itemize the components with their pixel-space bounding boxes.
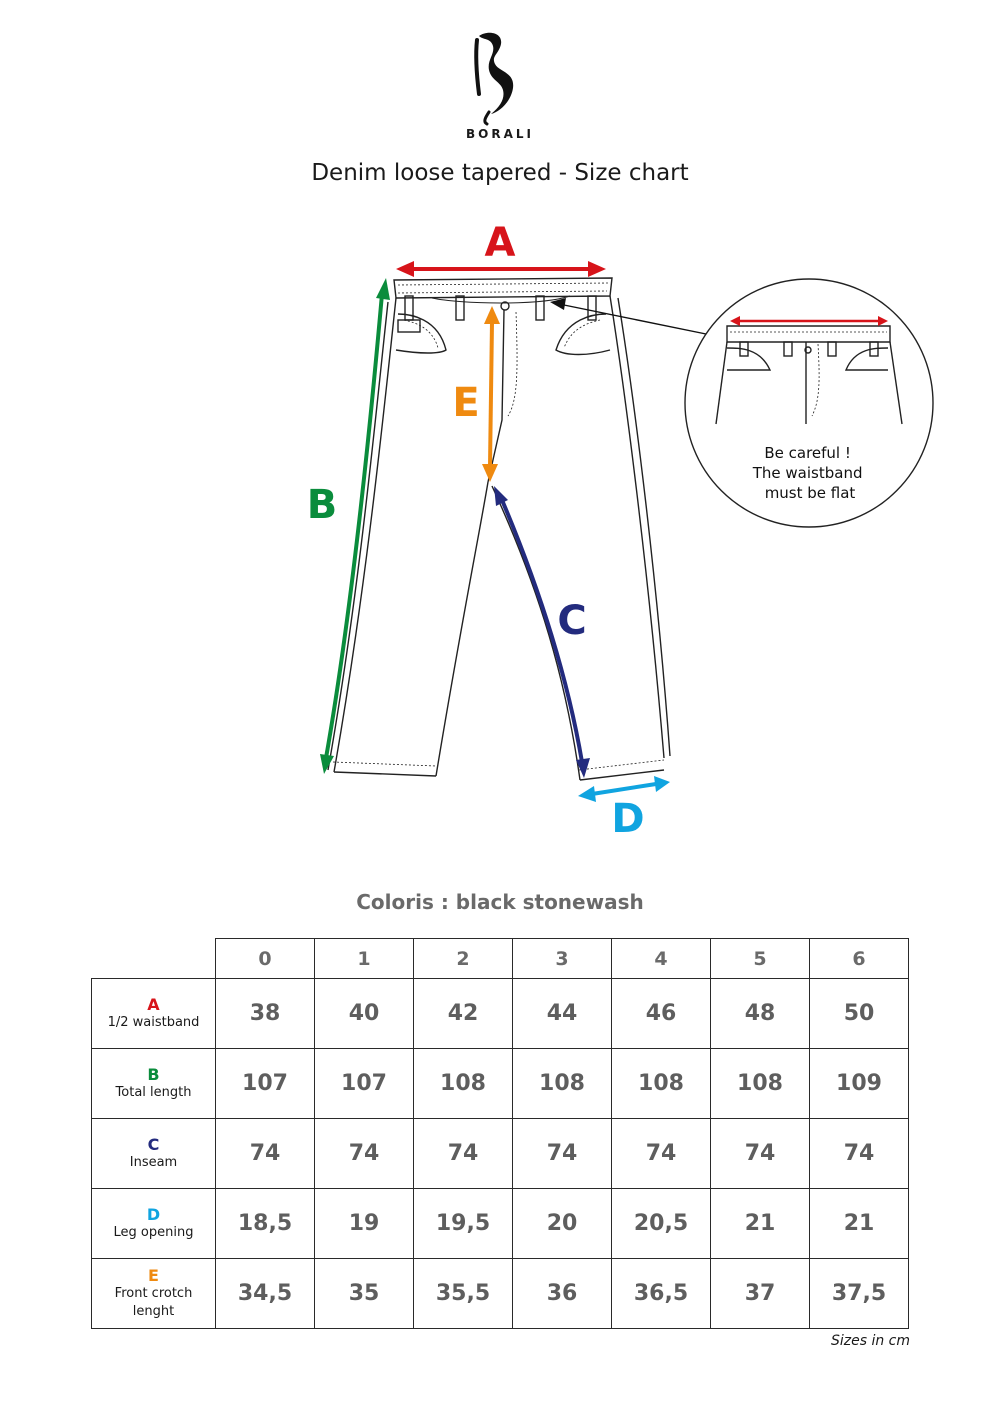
svg-text:C: C	[557, 598, 587, 644]
size-header: 6	[810, 939, 909, 979]
size-header: 1	[315, 939, 414, 979]
svg-text:D: D	[611, 796, 645, 842]
row-label	[92, 1049, 216, 1119]
size-header-row	[92, 939, 909, 979]
measure-a-arrow	[396, 220, 606, 277]
table-cell: 74	[315, 1119, 414, 1189]
table-cell: 108	[513, 1049, 612, 1119]
table-cell: 19,5	[414, 1189, 513, 1259]
jeans-outline	[328, 278, 670, 780]
measure-letter: B	[147, 1064, 160, 1084]
measure-letter: D	[146, 1204, 161, 1224]
table-cell: 19	[315, 1189, 414, 1259]
table-cell: 108	[612, 1049, 711, 1119]
table-cell: 20	[513, 1189, 612, 1259]
measure-e-arrow	[452, 306, 500, 482]
brand-name: BORALI	[466, 127, 534, 141]
size-header: 4	[612, 939, 711, 979]
svg-text:E: E	[452, 380, 480, 426]
table-cell: 108	[711, 1049, 810, 1119]
table-cell: 50	[810, 979, 909, 1049]
row-label	[92, 979, 216, 1049]
table-cell: 44	[513, 979, 612, 1049]
jeans-diagram	[0, 210, 1000, 850]
table-cell: 109	[810, 1049, 909, 1119]
units-note: Sizes in cm	[830, 1333, 910, 1349]
table-cell: 36	[513, 1259, 612, 1329]
measure-b-arrow	[307, 278, 390, 774]
table-cell: 37,5	[810, 1259, 909, 1329]
size-header: 2	[414, 939, 513, 979]
size-header: 5	[711, 939, 810, 979]
table-cell: 108	[414, 1049, 513, 1119]
measure-name: Total length	[115, 1084, 192, 1100]
measure-c-arrow	[494, 486, 590, 778]
table-cell: 74	[711, 1119, 810, 1189]
table-cell: 18,5	[216, 1189, 315, 1259]
table-cell: 34,5	[216, 1259, 315, 1329]
header-corner	[92, 939, 216, 979]
measure-d-arrow	[578, 776, 670, 842]
inset-note-line: Be careful !	[764, 444, 851, 462]
brand-logo	[465, 28, 535, 143]
table-cell: 46	[612, 979, 711, 1049]
table-cell: 74	[414, 1119, 513, 1189]
table-cell: 35,5	[414, 1259, 513, 1329]
colorway: Coloris : black stonewash	[356, 890, 644, 914]
inset-note-line: must be flat	[764, 484, 856, 502]
inset-pointer	[550, 298, 706, 334]
table-row	[92, 1049, 909, 1119]
table-cell: 37	[711, 1259, 810, 1329]
table-cell: 107	[216, 1049, 315, 1119]
table-row	[92, 1189, 909, 1259]
inset-note-line: The waistband	[752, 464, 863, 482]
table-cell: 40	[315, 979, 414, 1049]
table-row	[92, 1259, 909, 1329]
table-cell: 74	[513, 1119, 612, 1189]
measure-name: Front crotch	[114, 1285, 193, 1301]
measure-name: Inseam	[129, 1154, 178, 1170]
row-label	[92, 1259, 216, 1329]
table-cell: 36,5	[612, 1259, 711, 1329]
table-row	[92, 979, 909, 1049]
size-header: 3	[513, 939, 612, 979]
inset-note	[752, 444, 868, 502]
measure-name: lenght	[132, 1303, 175, 1319]
row-label	[92, 1189, 216, 1259]
page-title: Denim loose tapered - Size chart	[311, 160, 689, 186]
table-cell: 38	[216, 979, 315, 1049]
measure-letter: A	[147, 994, 160, 1014]
table-cell: 21	[810, 1189, 909, 1259]
table-cell: 107	[315, 1049, 414, 1119]
table-cell: 20,5	[612, 1189, 711, 1259]
table-cell: 74	[216, 1119, 315, 1189]
table-row	[92, 1119, 909, 1189]
size-header: 0	[216, 939, 315, 979]
table-cell: 42	[414, 979, 513, 1049]
table-cell: 35	[315, 1259, 414, 1329]
svg-text:B: B	[306, 482, 338, 528]
measure-letter: C	[147, 1134, 160, 1154]
table-cell: 48	[711, 979, 810, 1049]
measure-name: Leg opening	[113, 1224, 194, 1240]
measure-name: 1/2 waistband	[107, 1014, 200, 1030]
size-table	[91, 938, 909, 1329]
row-label	[92, 1119, 216, 1189]
table-cell: 21	[711, 1189, 810, 1259]
table-cell: 74	[612, 1119, 711, 1189]
svg-text:A: A	[484, 220, 516, 266]
table-cell: 74	[810, 1119, 909, 1189]
measure-letter: E	[148, 1265, 159, 1285]
